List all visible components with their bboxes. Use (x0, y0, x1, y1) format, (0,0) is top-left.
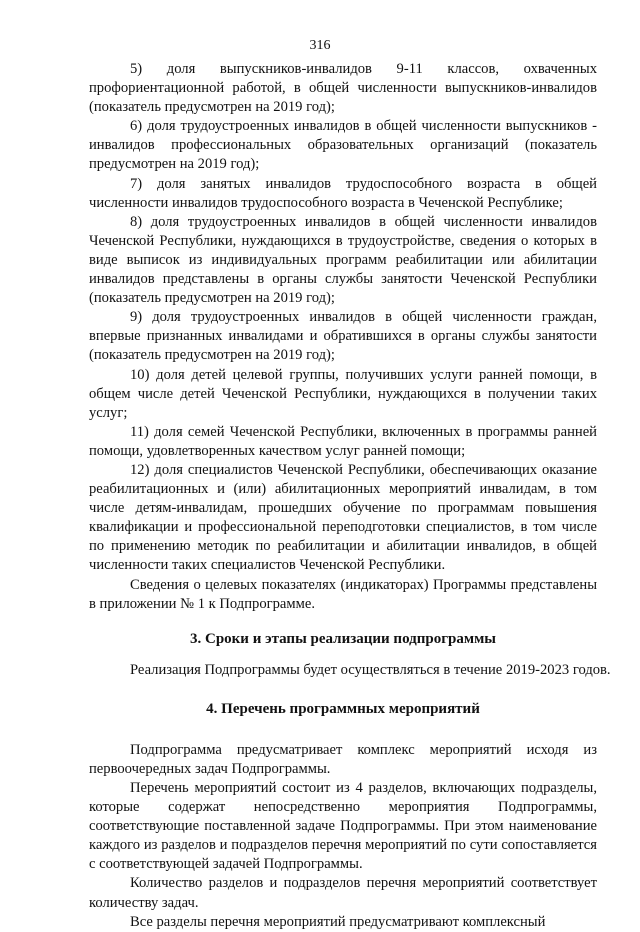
list-item-6: 6) доля трудоустроенных инвалидов в общей численности выпускников - инвалидов профессиональных образовательных организаций (показатель предусмотрен на 2019 год); (89, 118, 597, 173)
list-item-7: 7) доля занятых инвалидов трудоспособного возраста в общей численности инвалидов трудоспособного возраста в Чеченской Республике; (89, 175, 597, 211)
section-4-paragraph-1: Подпрограмма предусматривает комплекс мероприятий исходя из первоочередных задач Подпрограммы. (89, 741, 597, 777)
section-3-heading: 3. Сроки и этапы реализации подпрограммы (189, 630, 497, 647)
section-4-paragraph-4: Все разделы перечня мероприятий предусматривают комплексный (130, 913, 546, 930)
list-item-11: 11) доля семей Чеченской Республики, включенных в программы ранней помощи, удовлетворенных качеством услуг ранней помощи; (89, 423, 597, 459)
list-item-8: 8) доля трудоустроенных инвалидов в общей численности инвалидов Чеченской Республики, нуждающихся в трудоустройстве, сведения о которых в виде выписок из индивидуальных программ реабилитации или абилитации инвалидов представлены в органы службы занятости Чеченской Республики (показатель предусмотрен на 2019 год); (89, 213, 597, 307)
list-item-5: 5) доля выпускников-инвалидов 9-11 классов, охваченных профориентационной работой, в общей численности выпускников-инвалидов (показатель предусмотрен на 2019 год); (89, 61, 597, 116)
indicators-reference-paragraph: Сведения о целевых показателях (индикаторах) Программы представлены в приложении № 1 к Подпрограмме. (89, 576, 597, 612)
list-item-12: 12) доля специалистов Чеченской Республики, обеспечивающих оказание реабилитационных и (или) абилитационных мероприятий инвалидам, в том числе детям-инвалидам, прошедших обучение по программам повышения квалификации и профессиональной переподготовки специалистов, в том числе по применению методик по реабилитации и абилитации инвалидов, в общей численности таких специалистов Чеченской Республики. (89, 461, 597, 574)
list-item-9: 9) доля трудоустроенных инвалидов в общей численности граждан, впервые признанных инвалидами и обратившихся в органы службы занятости (показатель предусмотрен на 2019 год); (89, 309, 597, 364)
page-number: 316 (309, 38, 331, 53)
section-4-paragraph-2: Перечень мероприятий состоит из 4 разделов, включающих подразделы, которые содержат непосредственно мероприятия Подпрограммы, соответствующие поставленной задаче Подпрограммы. При этом наименование каждого из разделов и подразделов перечня мероприятий по сути сопоставляется с соответствующей задачей Подпрограммы. (89, 780, 597, 873)
section-4-paragraph-3: Количество разделов и подразделов перечня мероприятий соответствует количеству задач. (89, 875, 597, 911)
document-body (89, 60, 611, 932)
section-3-text: Реализация Подпрограммы будет осуществляться в течение 2019-2023 годов. (130, 661, 611, 678)
list-item-10: 10) доля детей целевой группы, получивших услуги ранней помощи, в общем числе детей Чеченской Республики, нуждающихся в получении таких услуг; (89, 366, 597, 421)
section-4-heading: 4. Перечень программных мероприятий (206, 700, 480, 717)
